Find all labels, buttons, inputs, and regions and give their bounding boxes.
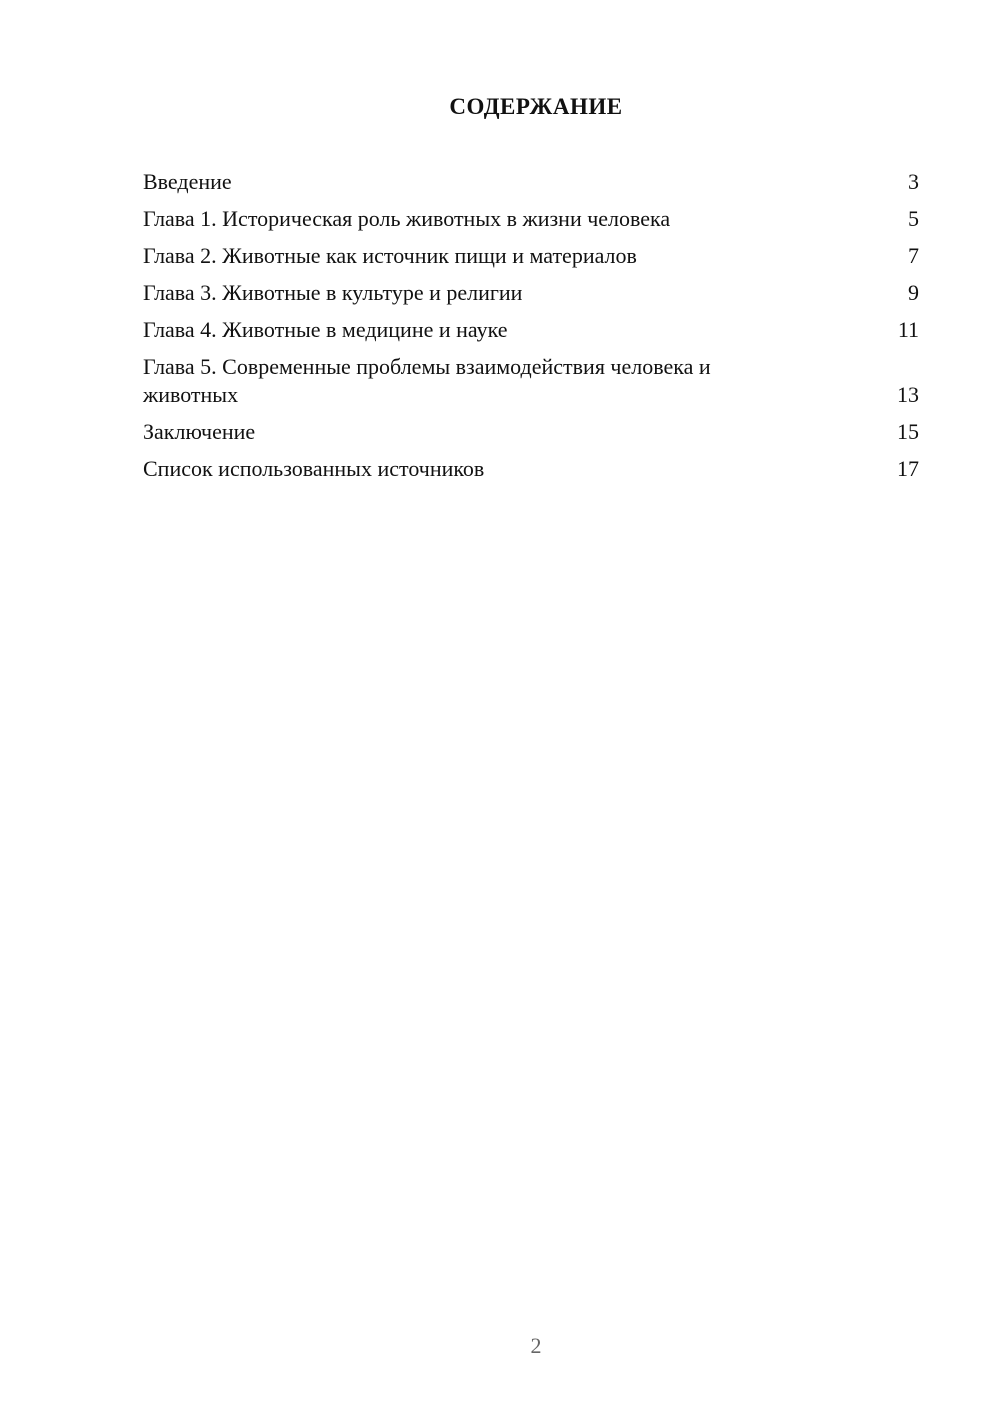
toc-entry-label: Список использованных источников (143, 456, 485, 481)
toc-entry-label: Заключение (143, 419, 256, 444)
toc-entry (143, 316, 919, 344)
toc-entry-label: Глава 2. Животные как источник пищи и материалов (143, 243, 637, 268)
toc-entry-page: 3 (908, 169, 919, 194)
toc-entry-page: 13 (897, 382, 919, 407)
page-number: 2 (530, 1333, 542, 1358)
toc-entry-page: 9 (908, 280, 919, 305)
table-of-contents (143, 168, 919, 492)
toc-entry-label: Глава 3. Животные в культуре и религии (143, 280, 523, 305)
toc-entry (143, 455, 919, 483)
toc-entry-page: 11 (897, 317, 919, 342)
toc-entry-label: Глава 4. Животные в медицине и науке (143, 317, 508, 342)
toc-entry (143, 418, 919, 446)
toc-entry (143, 353, 919, 409)
toc-entry-label: Глава 1. Историческая роль животных в жизни человека (143, 206, 671, 231)
toc-entry (143, 242, 919, 270)
toc-entry-page: 17 (897, 456, 919, 481)
toc-entry-page: 5 (908, 206, 919, 231)
page-title: СОДЕРЖАНИЕ (449, 94, 623, 119)
toc-entry (143, 168, 919, 196)
toc-entry (143, 205, 919, 233)
toc-entry-page: 7 (908, 243, 919, 268)
toc-entry-label: Глава 5. Современные проблемы взаимодействия человека и животных (143, 354, 711, 407)
toc-entry-page: 15 (897, 419, 919, 444)
toc-entry (143, 279, 919, 307)
toc-entry-label: Введение (143, 169, 232, 194)
